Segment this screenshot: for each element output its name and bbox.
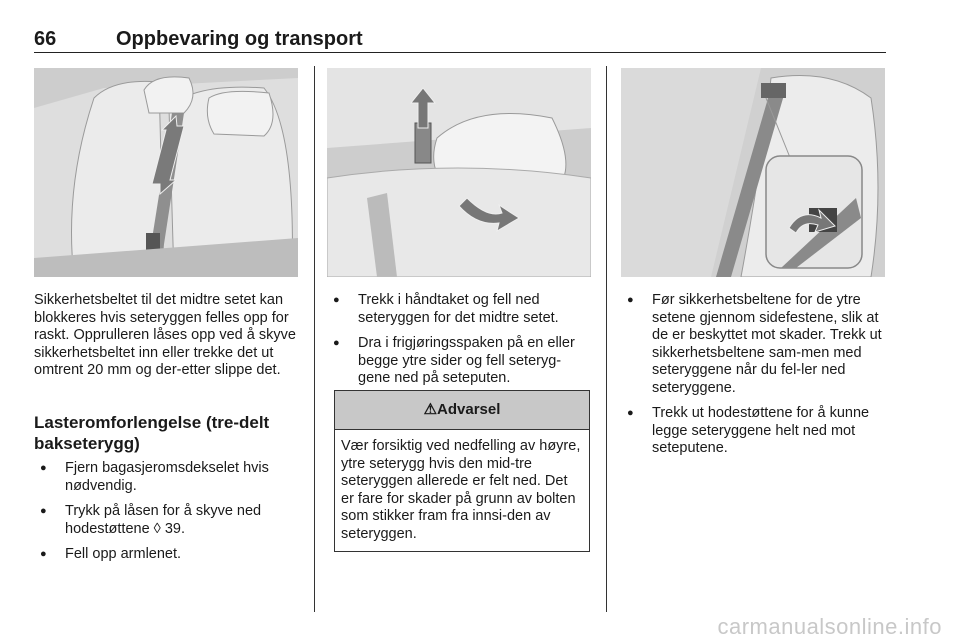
illustration-side-belt	[621, 68, 885, 277]
warning-header	[335, 391, 589, 430]
warning-triangle-icon: ⚠	[423, 401, 438, 418]
section-subheading: Lasteromforlengelse (tre-delt bakseterygg)	[34, 413, 270, 453]
col2-bullet-list	[327, 292, 593, 396]
list-item: ● Før sikkerhetsbeltene for de ytre setene gjennom sidefestene, slik at de er beskyttet mot skader. Trekk ut sikkerhetsbeltene sam-men med seteryggene når du fel-ler ned seteryggene.	[621, 292, 887, 397]
fold-seat-illustration	[327, 68, 591, 277]
side-belt-illustration	[621, 68, 885, 277]
watermark: carmanualsonline.info	[717, 614, 942, 639]
list-item: ● Fjern bagasjeromsdekselet hvis nødvendig.	[34, 460, 298, 495]
list-item: ● Trekk i håndtaket og fell ned seteryggen for det midtre setet.	[327, 292, 593, 327]
col3-bullet-list	[621, 292, 887, 466]
paragraph-text: Sikkerhetsbeltet til det midtre setet kan blokkeres hvis seteryggen felles opp for raskt. Opprulleren låses opp ved å skyve sikkerhetsbeltet inn eller trekke det ut omtrent 20 mm og der-etter slippe det.	[34, 292, 296, 378]
warning-text: Vær forsiktig ved nedfelling av høyre, ytre seterygg hvis den mid-tre seteryggen allerede er felt ned. Det er fare for skader på grunn av bolten som stikker fram fra innsi-den av seteryggen.	[341, 438, 581, 542]
page-header	[34, 26, 886, 53]
page-title: Oppbevaring og transport	[116, 28, 363, 50]
illustration-fold-seat	[327, 68, 591, 277]
column-divider	[606, 66, 607, 612]
list-item: ● Trekk ut hodestøttene for å kunne legge seteryggene helt ned mot seteputene.	[621, 405, 887, 458]
list-item: ● Fell opp armlenet.	[34, 546, 298, 564]
seat-belt-illustration	[34, 68, 298, 277]
col1-bullet-list	[34, 460, 298, 572]
warning-title: Advarsel	[437, 401, 501, 418]
illustration-center-belt	[34, 68, 298, 277]
belt-lock-paragraph	[34, 292, 298, 380]
list-item: ● Dra i frigjøringsspaken på en eller begge ytre sider og fell seteryg-gene ned på seteputen.	[327, 335, 593, 388]
column-divider	[314, 66, 315, 612]
list-item: ● Trykk på låsen for å skyve ned hodestøttene ◊ 39.	[34, 503, 298, 538]
page-number: 66	[34, 28, 57, 50]
warning-box	[334, 390, 590, 552]
